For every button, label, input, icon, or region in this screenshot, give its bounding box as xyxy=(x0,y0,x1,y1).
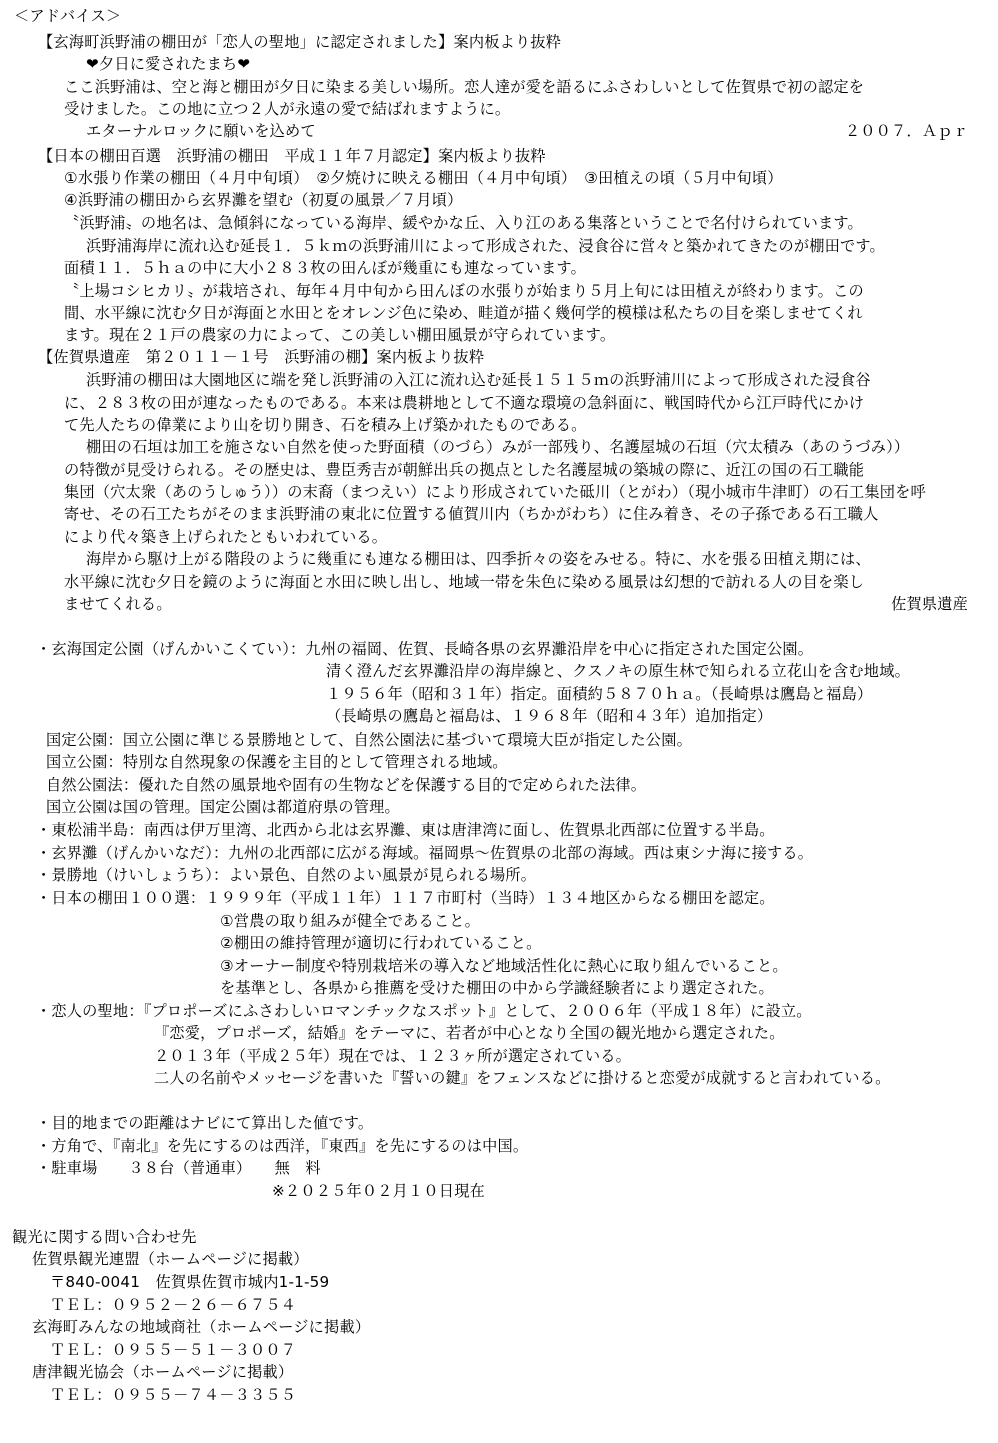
section3-line: の特徴が見受けられる。その歴史は、豊臣秀吉が朝鮮出兵の拠点とした名護屋城の築城の際に、近江の国の石工職能 xyxy=(64,461,865,479)
section3-line: により代々築き上げられたともいわれている。 xyxy=(64,528,388,546)
note-genkai: 清く澄んだ玄界灘沿岸の海岸線と、クスノキの原生林で知られる立花山を含む地域。 xyxy=(326,662,910,680)
section3-line: に、２８３枚の田が連なったものである。本来は農耕地として不適な環境の急斜面に、戦国時代から江戸時代にかけ xyxy=(64,394,865,412)
section1-heading: ❤夕日に愛されたまち❤ xyxy=(86,55,251,73)
contacts-title: 観光に関する問い合わせ先 xyxy=(12,1228,197,1246)
note-tanada: ②棚田の維持管理が適切に行われていること。 xyxy=(220,934,542,952)
section1-line: ここ浜野浦は、空と海と棚田が夕日に染まる美しい場所。恋人達が愛を語るにふさわしいとして佐賀県で初の認定を xyxy=(64,78,865,96)
section2-item: ④浜野浦の棚田から玄界灘を望む（初夏の風景／７月頃） xyxy=(64,191,463,209)
section1-date: ２００７．Ａｐｒ xyxy=(844,122,968,140)
note-koibito: ２０１３年（平成２５年）現在では、１２３ヶ所が選定されている。 xyxy=(154,1047,632,1065)
section3-line: 集団（穴太衆（あのうしゅう））の末裔（まつえい）により形成されていた砥川（とがわ）（現小城市牛津町）の石工集団を呼 xyxy=(64,483,926,501)
note-genkai: （長崎県の鷹島と福島は、１９６８年（昭和４３年）追加指定） xyxy=(326,707,773,725)
contact-phone: ＴＥＬ：０９５５－５１－３００７ xyxy=(50,1341,297,1359)
section2-line: ます。現在２１戸の農家の力によって、この美しい棚田風景が守られています。 xyxy=(64,326,616,344)
note-koibito: ・恋人の聖地：『プロポーズにふさわしいロマンチックなスポット』として、２００６年（平成１８年）に設立。 xyxy=(36,1002,812,1020)
section2-line: 〝上場コシヒカリ〟が栽培され、毎年４月中旬から田んぼの水張りが始まり５月上旬には田植えが終わります。この xyxy=(64,282,864,300)
note-bullet: ・景勝地（けいしょうち）：よい景色、自然のよい風景が見られる場所。 xyxy=(36,866,537,884)
note-bullet: ・東松浦半島：南西は伊万里湾、北西から北は玄界灘、東は唐津湾に面し、佐賀県北西部に位置する半島。 xyxy=(36,821,775,839)
section3-line: 海岸から駆け上がる階段のように幾重にも連なる棚田は、四季折々の姿をみせる。特に、水を張る田植え期には、 xyxy=(86,550,871,568)
note-genkai: １９５６年（昭和３１年）指定。面積約５８７０ｈａ。（長崎県は鷹島と福島） xyxy=(326,685,873,703)
note-def: 国定公園：国立公園に準じる景勝地として、自然公園法に基づいて環境大臣が指定した公園。 xyxy=(46,731,692,749)
contact-phone: ＴＥＬ：０９５５－７４－３３５５ xyxy=(50,1386,297,1404)
note-tanada: ③オーナー制度や特別栽培米の導入など地域活性化に熱心に取り組んでいること。 xyxy=(220,957,788,975)
section2-line: 間、水平線に沈む夕日が海面と水田とをオレンジ色に染め、畦道が描く幾何学的模様は私たちの目を楽しませてくれ xyxy=(64,304,863,322)
section3-title: 【佐賀県遺産 第２０１１－１号 浜野浦の棚】案内板より抜粋 xyxy=(38,348,485,366)
advice-header: ＜アドバイス＞ xyxy=(14,7,122,25)
note-as-of: ※２０２５年０２月１０日現在 xyxy=(272,1182,485,1200)
section3-line: ませてくれる。 xyxy=(64,595,172,613)
note-def: 国立公園：特別な自然現象の保護を主目的として管理される地域。 xyxy=(46,753,508,771)
section2-title: 【日本の棚田百選 浜野浦の棚田 平成１１年７月認定】案内板より抜粋 xyxy=(38,147,546,165)
contact-org: 唐津観光協会（ホームページに掲載） xyxy=(32,1363,294,1381)
section3-line: 棚田の石垣は加工を施さない自然を使った野面積（のづら）みが一部残り、名護屋城の石垣（穴太積み（あのうづみ）） xyxy=(86,438,910,456)
note-bullet: ・日本の棚田１００選：１９９９年（平成１１年）１１７市町村（当時）１３４地区からなる棚田を認定。 xyxy=(36,889,775,907)
contact-org: 玄海町みんなの地域商社（ホームページに掲載） xyxy=(32,1318,371,1336)
note-tanada: ①営農の取り組みが健全であること。 xyxy=(220,912,481,930)
note-def: 自然公園法：優れた自然の風景地や固有の生物などを保護する目的で定められた法律。 xyxy=(46,776,647,794)
section3-line: 浜野浦の棚田は大園地区に端を発し浜野浦の入江に流れ込む延長１５１５ｍの浜野浦川によって形成された浸食谷 xyxy=(86,371,871,389)
section2-line: 〝浜野浦〟の地名は、急傾斜になっている海岸、緩やかな丘、入り江のある集落ということで名付けられています。 xyxy=(64,214,863,232)
section2-line: 面積１１．５ｈａの中に大小２８３枚の田んぼが幾重にも連なっています。 xyxy=(64,259,586,277)
note-def: 国立公園は国の管理。国定公園は都道府県の管理。 xyxy=(46,798,400,816)
section3-line: 寄せ、その石工たちがそのまま浜野浦の東北に位置する値賀川内（ちかがわち）に住み着き、その子孫である石工職人 xyxy=(64,505,879,523)
contact-org: 佐賀県観光連盟（ホームページに掲載） xyxy=(32,1250,309,1268)
section2-line: 浜野浦海岸に流れ込む延長１．５ｋｍの浜野浦川によって形成された、浸食谷に営々と築かれてきたのが棚田です。 xyxy=(86,237,885,255)
note-bullet: ・玄界灘（げんかいなだ）：九州の北西部に広がる海域。福岡県～佐賀県の北部の海域。西は東シナ海に接する。 xyxy=(36,844,814,862)
section3-line: 水平線に沈む夕日を鏡のように海面と水田に映し出し、地域一帯を朱色に染める風景は幻想的で訪れる人の目を楽し xyxy=(64,573,865,591)
section1-line: 受けました。この地に立つ２人が永遠の愛で結ばれますように。 xyxy=(64,100,511,118)
note-genkai: ・玄海国定公園（げんかいこくてい）：九州の福岡、佐賀、長崎各県の玄界灘沿岸を中心に指定された国定公園。 xyxy=(36,640,814,658)
note-misc: ・目的地までの距離はナビにて算出した値です。 xyxy=(36,1114,374,1132)
section1-sign: エターナルロックに願いを込めて xyxy=(86,122,316,140)
note-tanada: を基準とし、各県から推薦を受けた棚田の中から学識経験者により選定された。 xyxy=(220,979,774,997)
note-koibito: 二人の名前やメッセージを書いた『誓いの鍵』をフェンスなどに掛けると恋愛が成就すると言われている。 xyxy=(154,1069,891,1087)
contact-phone: ＴＥＬ：０９５２－２６－６７５４ xyxy=(50,1296,297,1314)
contact-address: 〒840-0041 佐賀県佐賀市城内1-1-59 xyxy=(50,1273,330,1291)
section3-source: 佐賀県遺産 xyxy=(891,595,968,613)
section3-line: て先人たちの偉業により山を切り開き、石を積み上げ築かれたものである。 xyxy=(64,416,587,434)
section2-item: ①水張り作業の棚田（４月中旬頃） ②夕焼けに映える棚田（４月中旬頃） ③田植えの頃（５月中旬頃） xyxy=(64,169,783,187)
note-misc: ・方角で、『南北』を先にするのは西洋，『東西』を先にするのは中国。 xyxy=(36,1137,529,1155)
note-koibito: 『恋愛，プロポーズ，結婚』をテーマに、若者が中心となり全国の観光地から選定された。 xyxy=(154,1024,785,1042)
section1-title: 【玄海町浜野浦の棚田が「恋人の聖地」に認定されました】案内板より抜粋 xyxy=(38,33,562,51)
note-parking: ・駐車場 ３８台（普通車） 無 料 xyxy=(36,1159,321,1177)
